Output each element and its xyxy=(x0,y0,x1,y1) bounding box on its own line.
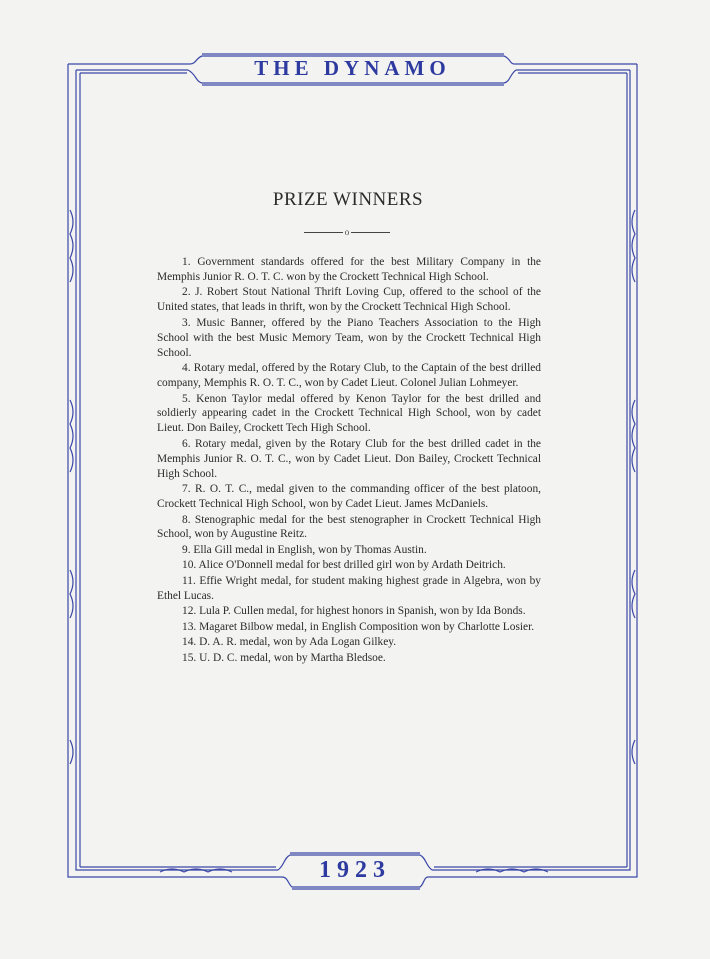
list-item: 9. Ella Gill medal in English, won by Thomas Austin. xyxy=(182,543,427,556)
list-item: 3. Music Banner, offered by the Piano Teachers Association to the High School with the best Music Memory Team, won by the Crockett Technical High School. xyxy=(157,316,541,359)
list-item: 1. Government standards offered for the best Military Company in the Memphis Junior R. O. T. C. won by the Crockett Technical High School. xyxy=(157,256,541,283)
list-item: 12. Lula P. Cullen medal, for highest honors in Spanish, won by Ida Bonds. xyxy=(182,605,526,618)
running-header-title: THE DYNAMO xyxy=(254,56,451,80)
divider-rule-right xyxy=(351,232,390,233)
list-item: 5. Kenon Taylor medal offered by Kenon Taylor for the best drilled and soldierly appearing cadet in the Crockett Technical High School, won by cadet Lieut. Don Bailey, Crockett Tech High School. xyxy=(157,392,541,435)
prize-winners-list xyxy=(157,255,541,666)
divider-mark: o xyxy=(344,226,350,237)
list-item: 4. Rotary medal, offered by the Rotary Club, to the Captain of the best drilled company, Memphis R. O. T. C., won by Cadet Lieut. Colonel Julian Lohmeyer. xyxy=(157,362,541,390)
list-item: 13. Magaret Bilbow medal, in English Composition won by Charlotte Losier. xyxy=(182,620,535,633)
list-item: 10. Alice O'Donnell medal for best drilled girl won by Ardath Deitrich. xyxy=(182,559,506,572)
page-title: PRIZE WINNERS xyxy=(272,189,424,210)
list-item: 11. Effie Wright medal, for student making highest grade in Algebra, won by Ethel Lucas. xyxy=(157,574,541,602)
list-item: 2. J. Robert Stout National Thrift Loving Cup, offered to the school of the United states, that leads in thrift, won by the Crockett Technical High School. xyxy=(157,286,541,314)
divider-rule-left xyxy=(304,232,343,233)
list-item: 6. Rotary medal, given by the Rotary Club for the best drilled cadet in the Memphis Junior R. O. T. C., won by Cadet Lieut. Don Bailey, Crockett Technical High School. xyxy=(157,437,541,480)
list-item: 15. U. D. C. medal, won by Martha Bledsoe. xyxy=(182,651,386,664)
list-item: 14. D. A. R. medal, won by Ada Logan Gilkey. xyxy=(182,636,397,649)
list-item: 8. Stenographic medal for the best stenographer in Crockett Technical High School, won by Augustine Reitz. xyxy=(157,513,541,541)
running-footer-year: 1923 xyxy=(319,857,391,883)
list-item: 7. R. O. T. C., medal given to the commanding officer of the best platoon, Crockett Technical High School, won by Cadet Lieut. James McDaniels. xyxy=(157,483,541,511)
title-divider xyxy=(304,227,390,237)
